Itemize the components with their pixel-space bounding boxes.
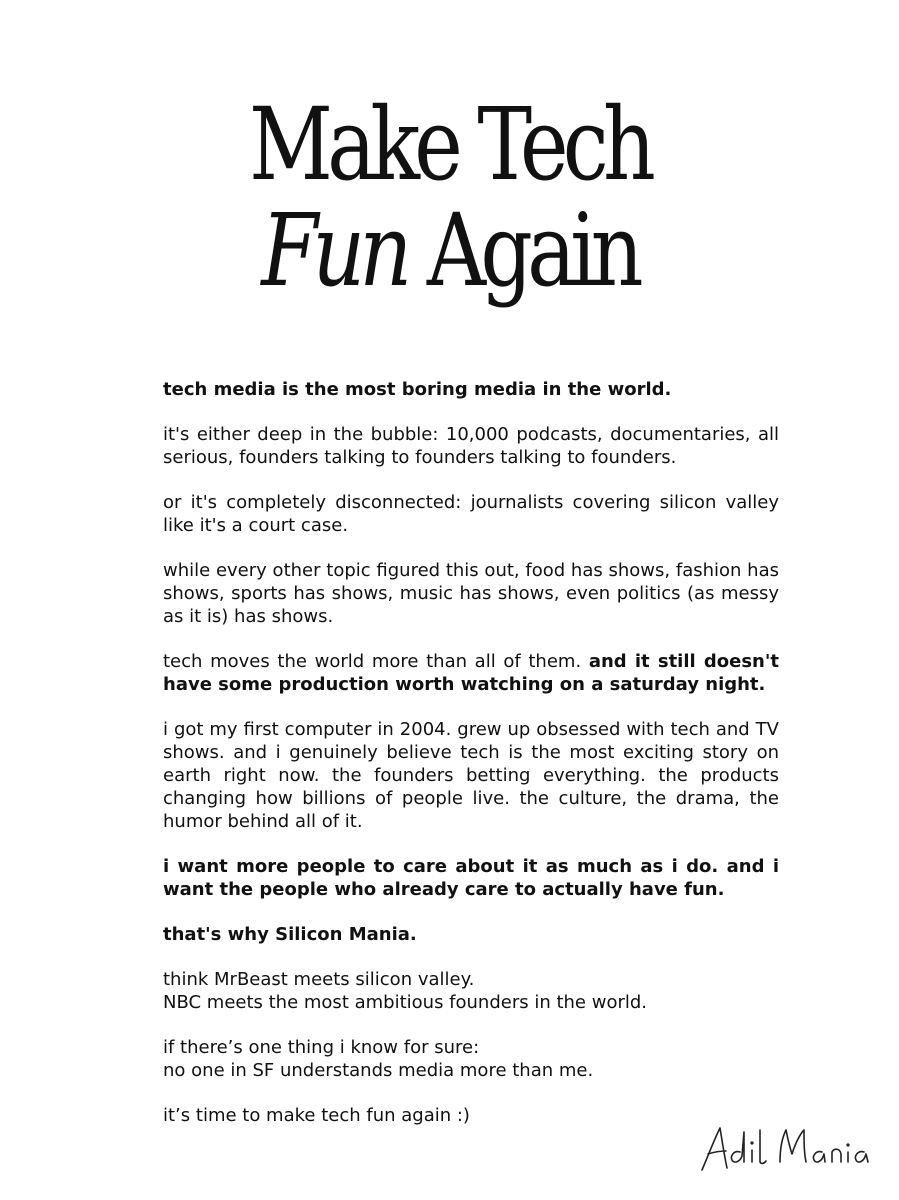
paragraph-11: it’s time to make tech fun again :): [163, 1105, 470, 1126]
paragraph-10-line-2: no one in SF understands media more than me.: [163, 1060, 594, 1081]
handwritten-signature: [694, 1118, 874, 1178]
paragraph-7: i want more people to care about it as much as i do. and i want the people who already care to actually have fun.: [163, 856, 779, 900]
paragraph-8: that's why Silicon Mania.: [163, 924, 417, 945]
paragraph-5-bold: and it still doesn't have some production worth watching on a saturday night.: [163, 651, 779, 695]
paragraph-1: tech media is the most boring media in the world.: [163, 379, 672, 400]
paragraph-5-regular: tech moves the world more than all of them.: [163, 651, 589, 672]
letter-body: [163, 378, 779, 1149]
title-line-2-rest: Again: [426, 192, 638, 309]
paragraph-9-line-2: NBC meets the most ambitious founders in the world.: [163, 992, 648, 1013]
title-block: [0, 86, 899, 309]
paragraph-2: it's either deep in the bubble: 10,000 podcasts, documentaries, all serious, founders talking to founders talking to founders.: [163, 424, 779, 468]
paragraph-9: [163, 968, 779, 1014]
title-line-2: [81, 192, 818, 309]
paragraph-4: while every other topic figured this out, food has shows, fashion has shows, sports has shows, music has shows, even politics (as messy as it is) has shows.: [163, 560, 779, 627]
paragraph-6: i got my first computer in 2004. grew up obsessed with tech and TV shows. and i genuinely believe tech is the most exciting story on earth right now. the founders betting everything. the products changing how billions of people live. the culture, the drama, the humor behind all of it.: [163, 719, 779, 832]
paragraph-10: [163, 1036, 779, 1082]
paragraph-5: [163, 650, 779, 696]
paragraph-9-line-1: think MrBeast meets silicon valley.: [163, 969, 475, 990]
title-line-1: Make Tech: [248, 86, 651, 203]
paragraph-3: or it's completely disconnected: journalists covering silicon valley like it's a court case.: [163, 492, 779, 536]
paragraph-10-line-1: if there’s one thing i know for sure:: [163, 1037, 480, 1058]
title-italic-word: Fun: [261, 192, 407, 309]
